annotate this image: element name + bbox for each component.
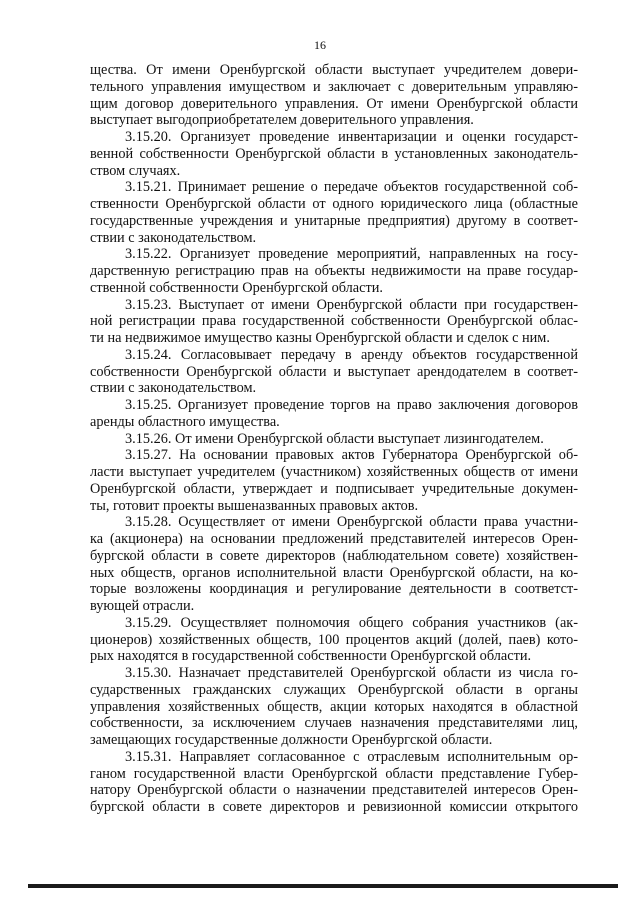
text-line: тельного управления имуществом и заключает с доверительным управляю- bbox=[90, 78, 578, 95]
text-line: 3.15.26. От имени Оренбургской области выступает лизингодателем. bbox=[125, 430, 544, 447]
text-line: 3.15.21. Принимает решение о передаче объектов государственной соб- bbox=[125, 179, 578, 196]
text-line: ствии с законодательством. bbox=[90, 380, 257, 397]
text-line: ственности Оренбургской области от одного юридического лица (областные bbox=[90, 196, 578, 212]
text-line: венной собственности Оренбургской области в установленных законодатель- bbox=[90, 145, 578, 162]
text-line: собственности Оренбургской области и выступает арендодателем в соответ- bbox=[90, 363, 578, 380]
text-line: 3.15.23. Выступает от имени Оренбургской области при государствен- bbox=[125, 296, 578, 313]
text-line: аренды областного имущества. bbox=[90, 413, 280, 430]
text-line: замещающих государственные должности Оренбургской области. bbox=[90, 732, 493, 748]
text-line: торые возложены координация и регулирование деятельности в соответст- bbox=[90, 581, 578, 598]
text-line: ганом государственной власти Оренбургской области представление Губер- bbox=[90, 765, 578, 782]
text-line: ных обществ, органов исполнительной власти Оренбургской области, на ко- bbox=[90, 564, 578, 581]
text-line: управления хозяйственных обществ, акции которых находятся в областной bbox=[90, 698, 578, 715]
text-line: 3.15.31. Направляет согласованное с отраслевым исполнительным ор- bbox=[125, 748, 578, 765]
text-line: ственной собственности Оренбургской области. bbox=[90, 279, 383, 296]
text-line: ти на недвижимое имущество казны Оренбургской области и сделок с ним. bbox=[90, 330, 550, 346]
text-line: 3.15.28. Осуществляет от имени Оренбургской области права участни- bbox=[125, 514, 578, 531]
text-line: дарственную регистрацию прав на объекты недвижимости на праве государ- bbox=[90, 263, 578, 279]
text-line: щества. От имени Оренбургской области выступает учредителем довери- bbox=[90, 62, 578, 78]
text-line: ка (акционера) на основании предложений представителей интересов Орен- bbox=[90, 531, 578, 547]
text-line: Оренбургской области, утверждает и подписывает учредительные докумен- bbox=[90, 480, 578, 497]
page-number: 16 bbox=[314, 38, 326, 52]
text-line: 3.15.25. Организует проведение торгов на право заключения договоров bbox=[125, 397, 578, 413]
text-line: 3.15.30. Назначает представителей Оренбургской области из числа го- bbox=[125, 665, 578, 681]
text-line: ты, готовит проекты вышеназванных правовых актов. bbox=[90, 497, 419, 514]
text-line: выступает выгодоприобретателем доверительного управления. bbox=[90, 112, 474, 129]
text-line: рых находятся в государственной собственности Оренбургской области. bbox=[90, 648, 532, 665]
text-line: государственные учреждения и унитарные предприятия) другому в соответ- bbox=[90, 212, 578, 229]
text-line: ствии с законодательством. bbox=[90, 229, 257, 246]
text-line: бургской области в совете директоров (наблюдательном совете) хозяйствен- bbox=[90, 547, 578, 564]
text-line: 3.15.29. Осуществляет полномочия общего собрания участников (ак- bbox=[125, 614, 578, 631]
text-line: ством случаях. bbox=[90, 162, 181, 179]
text-line: вующей отрасли. bbox=[90, 598, 195, 614]
text-line: ной регистрации права государственной собственности Оренбургской облас- bbox=[90, 313, 578, 330]
text-line: 3.15.20. Организует проведение инвентаризации и оценки государст- bbox=[125, 129, 578, 145]
text-line: бургской области в совете директоров и ревизионной комиссии открытого bbox=[90, 799, 578, 815]
text-line: собственности, за исключением случаев назначения представителями лиц, bbox=[90, 715, 578, 732]
text-line: щим договор доверительного управления. От имени Оренбургской области bbox=[90, 95, 578, 112]
text-line: 3.15.27. На основании правовых актов Губернатора Оренбургской об- bbox=[125, 447, 578, 464]
scan-edge-line bbox=[28, 884, 618, 888]
text-line: сударственных гражданских служащих Оренбургской области в органы bbox=[90, 681, 578, 698]
text-line: ласти выступает учредителем (участником) хозяйственных обществ от имени bbox=[90, 464, 578, 480]
text-line: ционеров) хозяйственных обществ, 100 процентов акций (долей, паев) кото- bbox=[90, 631, 578, 648]
document-body bbox=[90, 62, 578, 816]
text-line: натору Оренбургской области о назначении представителей интересов Орен- bbox=[90, 782, 578, 799]
text-line: 3.15.22. Организует проведение мероприятий, направленных на госу- bbox=[125, 246, 578, 263]
text-line: 3.15.24. Согласовывает передачу в аренду объектов государственной bbox=[125, 346, 578, 363]
